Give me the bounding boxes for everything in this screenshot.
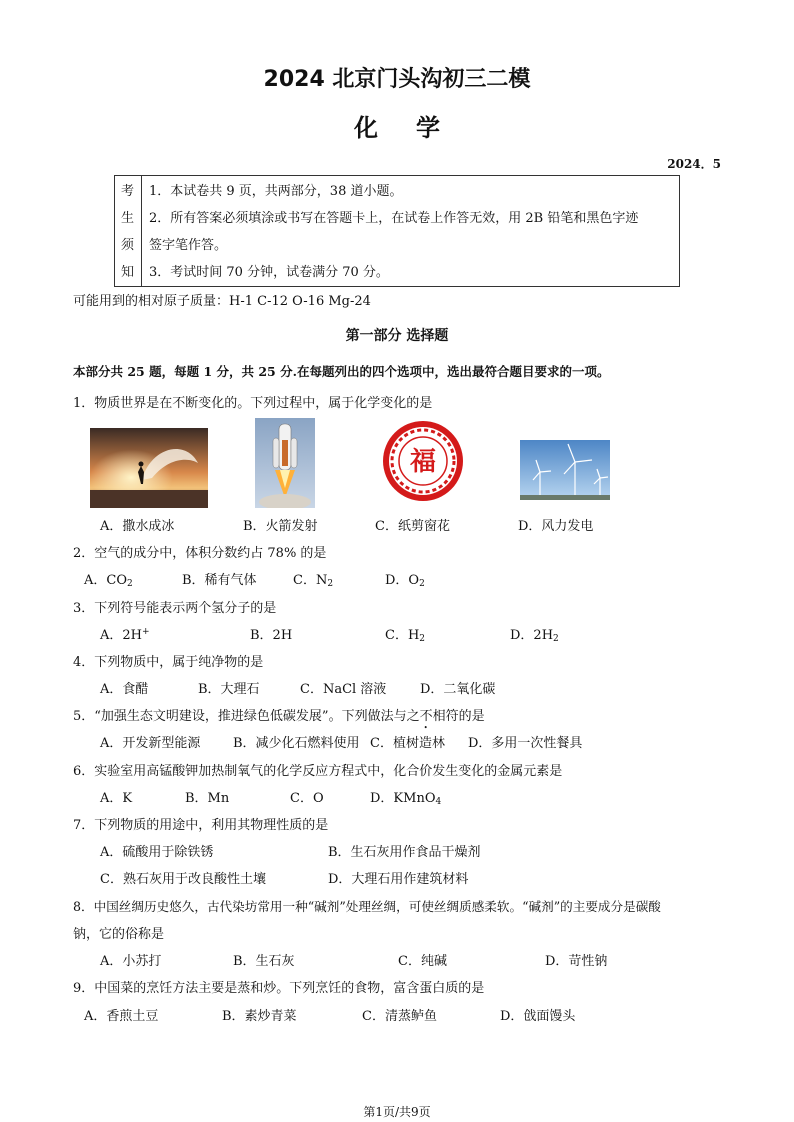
q2-option-a: A．$CO_2$ (84, 573, 133, 589)
q4-option-a: A．食醋 (100, 682, 149, 697)
candidate-notice-box (114, 175, 680, 287)
notice-line: 2．所有答案必须填涂或书写在答题卡上，在试卷上作答无效，用 2B 铅笔和黑色字迹 (149, 211, 639, 226)
page-footer: 第1页/共9页 (363, 1105, 431, 1119)
q7-option-b: B．生石灰用作食品干燥剂 (328, 845, 481, 860)
question-9-stem: 9．中国菜的烹饪方法主要是蒸和炒。下列烹饪的食物，富含蛋白质的是 (73, 981, 485, 996)
q2-option-d: D．$O_2$ (385, 573, 425, 589)
q7-option-a: A．硫酸用于除铁锈 (100, 845, 214, 860)
q3-option-d: D．$2H_2$ (510, 628, 559, 644)
rocket-launch-photo (255, 418, 315, 508)
paper-cut-window-flower (382, 420, 464, 502)
subject-title: 化学 (354, 114, 478, 142)
q9-option-b: B．素炒青菜 (222, 1009, 297, 1024)
notice-label-char: 生 (121, 211, 135, 226)
section-title: 第一部分 选择题 (345, 328, 449, 344)
question-1-stem: 1．物质世界是在不断变化的。下列过程中，属于化学变化的是 (73, 396, 433, 411)
q3-option-b: B．2H (250, 628, 293, 643)
q2-option-b: B．稀有气体 (182, 573, 257, 588)
q9-option-c: C．清蒸鲈鱼 (362, 1009, 437, 1024)
q4-option-d: D．二氧化碳 (420, 682, 496, 697)
q6-option-d: D．KMnO$_4$ (370, 791, 442, 807)
q6-option-c: C．O (290, 791, 324, 806)
q5-option-c: C．植树造林 (370, 736, 445, 751)
q8-option-d: D．苛性钠 (545, 954, 608, 969)
notice-line: 1．本试卷共 9 页，共两部分，38 道小题。 (149, 184, 403, 199)
q1-option-b: B．火箭发射 (243, 519, 318, 534)
q9-option-d: D．戗面馒头 (500, 1009, 576, 1024)
question-3-stem: 3．下列符号能表示两个氢分子的是 (73, 601, 277, 616)
q3-option-c: C．$H_2$ (385, 628, 426, 644)
question-4-stem: 4．下列物质中，属于纯净物的是 (73, 655, 264, 670)
wind-turbine-photo (520, 440, 610, 500)
question-8-stem-line1: 8．中国丝绸历史悠久，古代染坊常用一种“碱剂”处理丝绸，可使丝绸质感柔软。“碱剂”的主要成分是碳酸 (73, 899, 661, 914)
q1-option-a: A．撒水成冰 (100, 519, 175, 534)
atomic-masses: 可能用到的相对原子质量：H-1 C-12 O-16 Mg-24 (73, 294, 371, 309)
q6-option-b: B．Mn (185, 791, 230, 806)
notice-line: 3．考试时间 70 分钟，试卷满分 70 分。 (149, 265, 389, 280)
q5-option-d: D．多用一次性餐具 (468, 736, 583, 751)
question-5-stem: 5．“加强生态文明建设，推进绿色低碳发展”。下列做法与之不相符的是 (73, 709, 485, 724)
notice-label-char: 知 (121, 265, 135, 280)
question-7-stem: 7．下列物质的用途中，利用其物理性质的是 (73, 818, 329, 833)
exam-title: 2024 北京门头沟初三二模 (263, 67, 531, 92)
q4-option-b: B．大理石 (198, 682, 260, 697)
splash-ice-photo (90, 428, 208, 508)
q5-option-b: B．减少化石燃料使用 (233, 736, 360, 751)
notice-label (115, 176, 142, 286)
q1-option-d: D．风力发电 (518, 519, 594, 534)
question-2-stem: 2．空气的成分中，体积分数约占 78% 的是 (73, 546, 327, 561)
q5-option-a: A．开发新型能源 (100, 736, 201, 751)
notice-line: 签字笔作答。 (149, 238, 228, 253)
q6-option-a: A．K (100, 791, 133, 806)
q7-option-d: D．大理石用作建筑材料 (328, 872, 469, 887)
q7-option-c: C．熟石灰用于改良酸性土壤 (100, 872, 266, 887)
notice-label-char: 须 (121, 238, 135, 253)
q1-option-c: C．纸剪窗花 (375, 519, 450, 534)
q9-option-a: A．香煎土豆 (84, 1009, 159, 1024)
question-6-stem: 6．实验室用高锰酸钾加热制氧气的化学反应方程式中，化合价发生变化的金属元素是 (73, 764, 563, 779)
notice-label-char: 考 (121, 184, 135, 199)
fu-character: 福 (409, 447, 437, 477)
q2-option-c: C．$N_2$ (293, 573, 334, 589)
q8-option-c: C．纯碱 (398, 954, 447, 969)
q8-option-b: B．生石灰 (233, 954, 295, 969)
question-8-stem-line2: 钠，它的俗称是 (73, 927, 165, 942)
exam-date: 2024．5 (667, 157, 721, 171)
emphasis-word: 不 (419, 709, 433, 724)
q3-option-a: A．2H+ (100, 627, 150, 643)
section-instruction: 本部分共 25 题，每题 1 分，共 25 分.在每题列出的四个选项中，选出最符合题目要求的一项。 (73, 364, 610, 379)
q4-option-c: C．NaCl 溶液 (300, 682, 387, 697)
q8-option-a: A．小苏打 (100, 954, 162, 969)
